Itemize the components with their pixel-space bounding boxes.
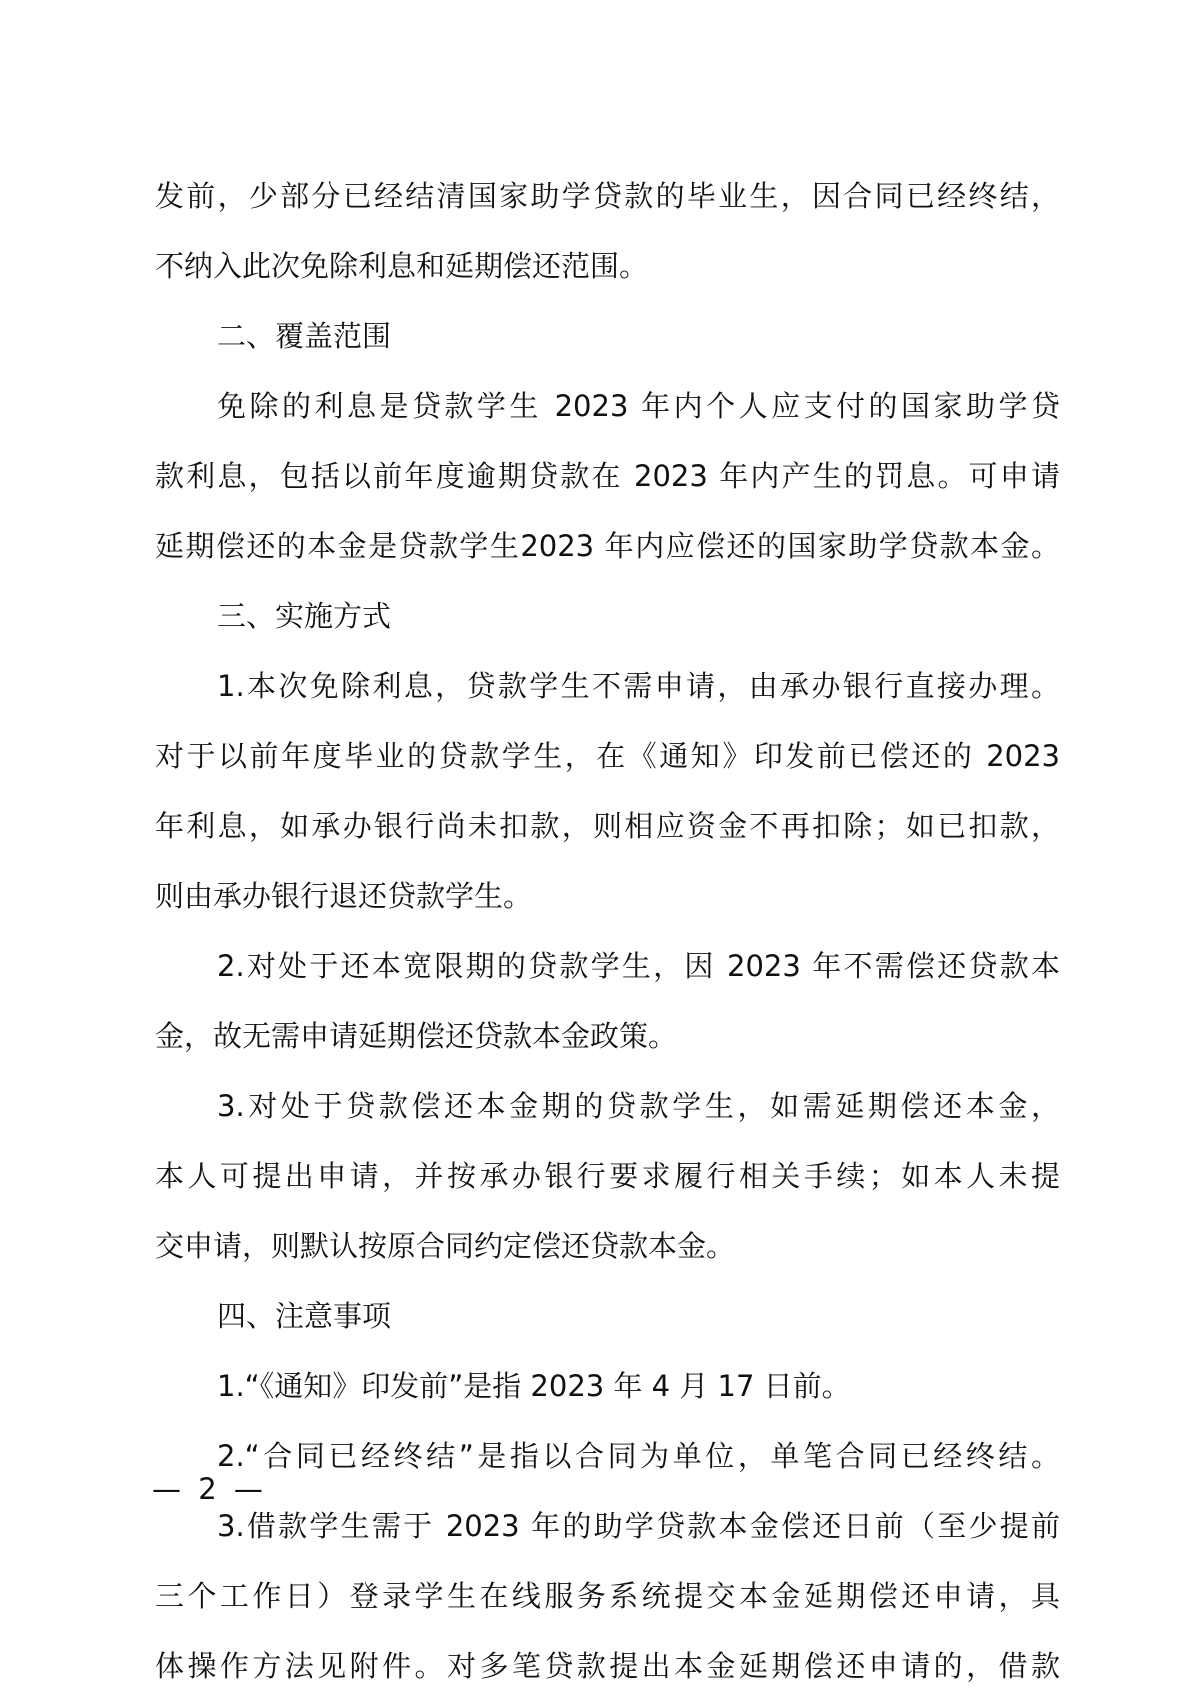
section-heading-implementation: 三、实施方式 bbox=[217, 599, 392, 633]
body-line-2: 不纳入此次免除利息和延期偿还范围。 bbox=[155, 249, 649, 283]
document-body bbox=[155, 161, 1060, 1701]
body-line-16: 交申请，则默认按原合同约定偿还贷款本金。 bbox=[155, 1229, 736, 1263]
body-line-14: 3.对处于贷款偿还本金期的贷款学生，如需延期偿还本金， bbox=[217, 1089, 1060, 1123]
body-line-13: 金，故无需申请延期偿还贷款本金政策。 bbox=[155, 1019, 678, 1053]
body-line-15: 本人可提出申请，并按承办银行要求履行相关手续；如本人未提 bbox=[155, 1159, 1060, 1193]
body-line-6: 延期偿还的本金是贷款学生2023 年内应偿还的国家助学贷款本金。 bbox=[155, 529, 1060, 563]
body-line-5: 款利息，包括以前年度逾期贷款在 2023 年内产生的罚息。可申请 bbox=[155, 459, 1060, 493]
section-heading-notes: 四、注意事项 bbox=[217, 1299, 392, 1333]
body-line-18: 1.“《通知》印发前”是指 2023 年 4 月 17 日前。 bbox=[217, 1369, 851, 1403]
body-line-20: 3.借款学生需于 2023 年的助学贷款本金偿还日前（至少提前 bbox=[217, 1509, 1060, 1543]
body-line-22: 体操作方法见附件。对多笔贷款提出本金延期偿还申请的，借款 bbox=[155, 1649, 1060, 1683]
body-line-12: 2.对处于还本宽限期的贷款学生，因 2023 年不需偿还贷款本 bbox=[217, 949, 1060, 983]
body-line-10: 年利息，如承办银行尚未扣款，则相应资金不再扣除；如已扣款， bbox=[155, 809, 1060, 843]
body-line-4: 免除的利息是贷款学生 2023 年内个人应支付的国家助学贷 bbox=[217, 389, 1060, 423]
body-line-21: 三个工作日）登录学生在线服务系统提交本金延期偿还申请，具 bbox=[155, 1579, 1060, 1613]
section-heading-coverage: 二、覆盖范围 bbox=[217, 319, 392, 353]
page-number: — 2 — bbox=[152, 1472, 267, 1506]
body-line-1: 发前，少部分已经结清国家助学贷款的毕业生，因合同已经终结， bbox=[155, 179, 1060, 213]
body-line-19: 2.“合同已经终结”是指以合同为单位，单笔合同已经终结。 bbox=[217, 1439, 1060, 1473]
body-line-8: 1.本次免除利息，贷款学生不需申请，由承办银行直接办理。 bbox=[217, 669, 1060, 703]
body-line-11: 则由承办银行退还贷款学生。 bbox=[155, 879, 533, 913]
body-line-9: 对于以前年度毕业的贷款学生，在《通知》印发前已偿还的 2023 bbox=[155, 739, 1060, 773]
